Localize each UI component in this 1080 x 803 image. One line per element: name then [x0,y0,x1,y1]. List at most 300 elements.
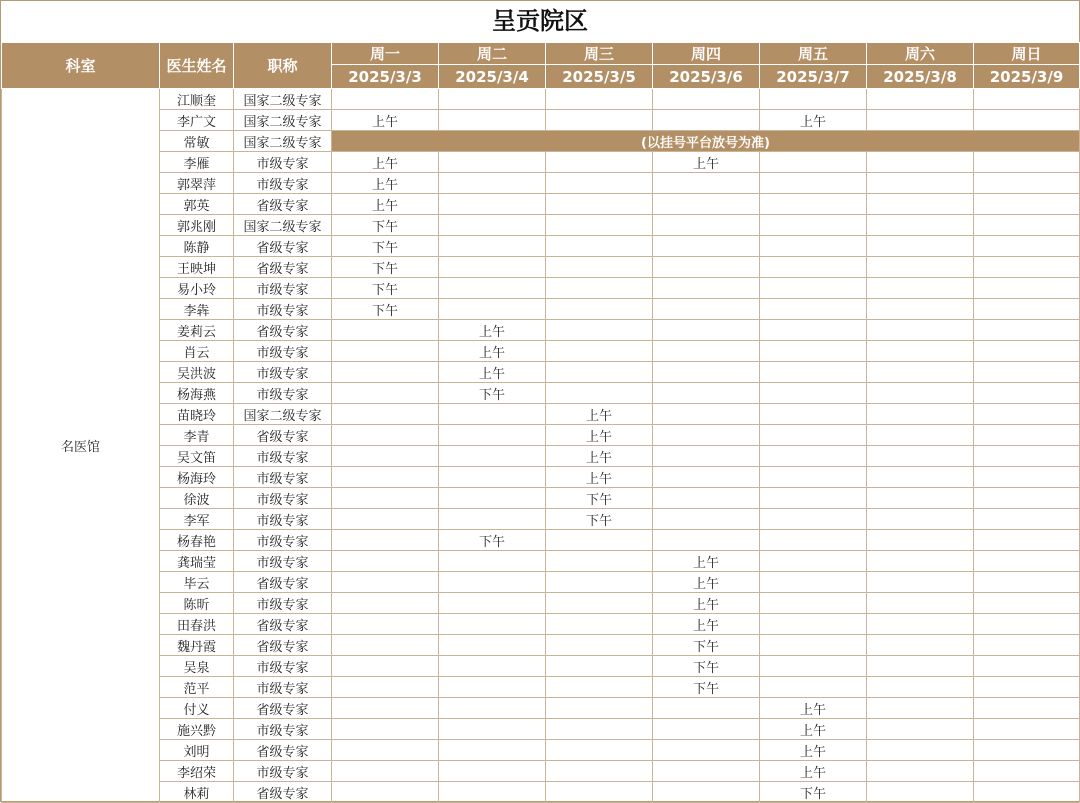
schedule-cell-tue: 上午 [439,341,546,362]
schedule-cell-thu [653,341,760,362]
doctor-name-cell: 魏丹霞 [160,635,234,656]
doctor-rank-cell: 国家二级专家 [234,131,332,152]
schedule-cell-sun [974,299,1080,320]
doctor-name-cell: 李青 [160,425,234,446]
schedule-cell-sun [974,551,1080,572]
schedule-cell-mon [332,572,439,593]
schedule-cell-sun [974,635,1080,656]
schedule-cell-fri: 下午 [760,782,867,803]
schedule-cell-thu [653,509,760,530]
doctor-name-cell: 付义 [160,698,234,719]
doctor-name-cell: 陈静 [160,236,234,257]
schedule-cell-tue [439,299,546,320]
header-day-wed: 周三 [546,43,653,65]
schedule-cell-thu [653,782,760,803]
schedule-cell-sat [867,551,974,572]
schedule-cell-thu [653,698,760,719]
schedule-cell-fri [760,173,867,194]
schedule-cell-mon [332,719,439,740]
schedule-cell-mon [332,761,439,782]
schedule-cell-wed [546,572,653,593]
schedule-cell-sat [867,89,974,110]
header-date-fri: 2025/3/7 [760,65,867,89]
schedule-cell-mon [332,341,439,362]
schedule-cell-mon [332,677,439,698]
schedule-cell-sun [974,614,1080,635]
schedule-cell-mon [332,593,439,614]
schedule-cell-thu [653,719,760,740]
schedule-cell-sun [974,740,1080,761]
schedule-cell-thu: 下午 [653,656,760,677]
schedule-cell-fri [760,257,867,278]
header-day-thu: 周四 [653,43,760,65]
schedule-cell-sat [867,194,974,215]
schedule-cell-mon: 上午 [332,152,439,173]
schedule-cell-sat [867,719,974,740]
schedule-cell-wed [546,257,653,278]
schedule-cell-fri [760,656,867,677]
schedule-cell-tue [439,614,546,635]
schedule-cell-tue [439,152,546,173]
doctor-rank-cell: 市级专家 [234,446,332,467]
table-row [2,677,1080,698]
schedule-cell-sat [867,278,974,299]
table-row [2,593,1080,614]
schedule-cell-sat [867,257,974,278]
schedule-cell-sun [974,761,1080,782]
schedule-cell-thu [653,173,760,194]
doctor-rank-cell: 市级专家 [234,341,332,362]
doctor-name-cell: 杨春艳 [160,530,234,551]
doctor-name-cell: 刘明 [160,740,234,761]
doctor-name-cell: 李犇 [160,299,234,320]
doctor-name-cell: 常敏 [160,131,234,152]
schedule-cell-thu [653,320,760,341]
doctor-name-cell: 肖云 [160,341,234,362]
schedule-cell-mon [332,782,439,803]
schedule-cell-tue [439,257,546,278]
schedule-cell-wed [546,593,653,614]
doctor-rank-cell: 市级专家 [234,488,332,509]
schedule-cell-mon: 上午 [332,110,439,131]
schedule-cell-sun [974,446,1080,467]
schedule-cell-tue [439,110,546,131]
schedule-cell-thu: 下午 [653,635,760,656]
schedule-cell-tue: 下午 [439,383,546,404]
doctor-name-cell: 杨海燕 [160,383,234,404]
schedule-cell-fri [760,488,867,509]
schedule-cell-sun [974,656,1080,677]
schedule-cell-wed [546,215,653,236]
doctor-rank-cell: 省级专家 [234,236,332,257]
table-row [2,278,1080,299]
table-row [2,614,1080,635]
schedule-cell-fri [760,320,867,341]
schedule-cell-wed [546,656,653,677]
schedule-cell-sun [974,719,1080,740]
doctor-name-cell: 毕云 [160,572,234,593]
schedule-cell-fri [760,404,867,425]
schedule-cell-sat [867,572,974,593]
schedule-cell-thu: 上午 [653,572,760,593]
schedule-cell-tue: 上午 [439,362,546,383]
doctor-name-cell: 郭兆刚 [160,215,234,236]
schedule-cell-thu [653,761,760,782]
doctor-rank-cell: 国家二级专家 [234,89,332,110]
schedule-cell-sun [974,362,1080,383]
doctor-name-cell: 林莉 [160,782,234,803]
schedule-cell-sun [974,509,1080,530]
schedule-cell-fri [760,383,867,404]
table-row [2,740,1080,761]
schedule-cell-sun [974,467,1080,488]
doctor-rank-cell: 省级专家 [234,320,332,341]
schedule-cell-sun [974,215,1080,236]
table-row [2,530,1080,551]
doctor-rank-cell: 国家二级专家 [234,110,332,131]
table-row [2,341,1080,362]
schedule-cell-tue [439,656,546,677]
schedule-cell-fri [760,299,867,320]
schedule-cell-wed [546,383,653,404]
schedule-cell-wed [546,782,653,803]
schedule-cell-tue [439,236,546,257]
schedule-cell-sun [974,278,1080,299]
schedule-cell-mon [332,698,439,719]
schedule-cell-sat [867,215,974,236]
doctor-rank-cell: 市级专家 [234,173,332,194]
schedule-cell-sun [974,782,1080,803]
schedule-cell-tue [439,635,546,656]
schedule-cell-sat [867,656,974,677]
schedule-cell-fri: 上午 [760,740,867,761]
schedule-cell-mon [332,635,439,656]
schedule-cell-sat [867,152,974,173]
schedule-cell-fri [760,467,867,488]
schedule-cell-thu: 上午 [653,152,760,173]
table-row [2,509,1080,530]
schedule-cell-wed [546,614,653,635]
schedule-cell-fri [760,215,867,236]
table-row [2,719,1080,740]
schedule-cell-thu [653,215,760,236]
table-row [2,782,1080,803]
page-title: 呈贡院区 [492,7,588,35]
schedule-cell-thu [653,236,760,257]
schedule-cell-mon [332,89,439,110]
schedule-cell-mon [332,425,439,446]
schedule-cell-sun [974,110,1080,131]
schedule-cell-tue [439,551,546,572]
schedule-cell-sun [974,320,1080,341]
table-row [2,299,1080,320]
schedule-cell-fri: 上午 [760,698,867,719]
schedule-cell-fri: 上午 [760,110,867,131]
table-row [2,215,1080,236]
schedule-cell-fri [760,446,867,467]
table-row [2,404,1080,425]
header-dept: 科室 [2,43,160,89]
schedule-cell-sun [974,488,1080,509]
schedule-cell-wed: 下午 [546,509,653,530]
schedule-cell-sun [974,194,1080,215]
table-body [2,89,1080,803]
schedule-cell-wed [546,551,653,572]
schedule-cell-mon [332,509,439,530]
schedule-cell-sat [867,320,974,341]
schedule-cell-mon [332,614,439,635]
schedule-cell-sun [974,173,1080,194]
doctor-rank-cell: 市级专家 [234,593,332,614]
doctor-rank-cell: 市级专家 [234,656,332,677]
header-rank: 职称 [234,43,332,89]
doctor-rank-cell: 国家二级专家 [234,404,332,425]
doctor-name-cell: 吴泉 [160,656,234,677]
doctor-rank-cell: 国家二级专家 [234,215,332,236]
schedule-cell-tue: 下午 [439,530,546,551]
doctor-name-cell: 徐波 [160,488,234,509]
schedule-cell-fri [760,278,867,299]
doctor-name-cell: 施兴黔 [160,719,234,740]
table-row [2,362,1080,383]
schedule-cell-tue [439,173,546,194]
schedule-cell-thu [653,257,760,278]
doctor-name-cell: 范平 [160,677,234,698]
schedule-cell-wed [546,530,653,551]
schedule-cell-fri [760,677,867,698]
schedule-cell-sat [867,614,974,635]
schedule-cell-sun [974,425,1080,446]
schedule-cell-mon [332,320,439,341]
schedule-cell-sat [867,341,974,362]
schedule-cell-tue [439,404,546,425]
schedule-cell-thu [653,530,760,551]
schedule-cell-fri [760,530,867,551]
doctor-rank-cell: 省级专家 [234,572,332,593]
schedule-cell-wed [546,278,653,299]
schedule-cell-tue [439,425,546,446]
schedule-cell-fri [760,236,867,257]
schedule-cell-mon [332,404,439,425]
schedule-cell-thu [653,362,760,383]
schedule-cell-tue [439,761,546,782]
schedule-cell-wed [546,740,653,761]
schedule-cell-mon [332,383,439,404]
doctor-name-cell: 易小玲 [160,278,234,299]
schedule-notice-cell: (以挂号平台放号为准) [332,131,1080,152]
schedule-cell-sat [867,677,974,698]
schedule-cell-wed [546,635,653,656]
table-header [2,43,1080,89]
schedule-cell-wed [546,719,653,740]
schedule-cell-sun [974,236,1080,257]
schedule-cell-tue [439,488,546,509]
doctor-rank-cell: 市级专家 [234,677,332,698]
header-doctor: 医生姓名 [160,43,234,89]
table-row [2,131,1080,152]
header-day-fri: 周五 [760,43,867,65]
table-row [2,320,1080,341]
schedule-cell-mon [332,488,439,509]
schedule-cell-fri [760,425,867,446]
doctor-rank-cell: 市级专家 [234,362,332,383]
schedule-cell-wed [546,194,653,215]
schedule-cell-fri [760,614,867,635]
schedule-cell-fri [760,593,867,614]
schedule-cell-fri: 上午 [760,719,867,740]
schedule-cell-thu: 上午 [653,551,760,572]
doctor-rank-cell: 市级专家 [234,551,332,572]
schedule-cell-thu: 上午 [653,614,760,635]
schedule-cell-sat [867,635,974,656]
schedule-cell-tue [439,677,546,698]
schedule-cell-sat [867,530,974,551]
schedule-cell-wed: 下午 [546,488,653,509]
schedule-cell-mon: 下午 [332,278,439,299]
table-row [2,572,1080,593]
schedule-cell-wed [546,362,653,383]
schedule-cell-thu [653,404,760,425]
table-row [2,89,1080,110]
schedule-cell-wed: 上午 [546,404,653,425]
schedule-cell-fri [760,194,867,215]
schedule-cell-sat [867,782,974,803]
schedule-cell-wed: 上午 [546,446,653,467]
schedule-cell-wed [546,677,653,698]
schedule-cell-thu [653,467,760,488]
schedule-cell-fri [760,341,867,362]
doctor-rank-cell: 市级专家 [234,467,332,488]
doctor-name-cell: 吴洪波 [160,362,234,383]
doctor-name-cell: 郭英 [160,194,234,215]
doctor-rank-cell: 市级专家 [234,278,332,299]
schedule-cell-wed: 上午 [546,467,653,488]
schedule-cell-tue [439,572,546,593]
table-row [2,425,1080,446]
header-date-sat: 2025/3/8 [867,65,974,89]
schedule-cell-wed [546,152,653,173]
schedule-cell-tue [439,278,546,299]
schedule-cell-tue [439,467,546,488]
header-date-sun: 2025/3/9 [974,65,1080,89]
schedule-cell-mon [332,656,439,677]
schedule-cell-wed [546,761,653,782]
schedule-cell-sun [974,257,1080,278]
schedule-cell-mon [332,740,439,761]
schedule-cell-mon: 下午 [332,215,439,236]
header-day-sat: 周六 [867,43,974,65]
schedule-cell-wed [546,341,653,362]
schedule-cell-mon: 下午 [332,257,439,278]
schedule-cell-mon [332,362,439,383]
schedule-cell-wed [546,698,653,719]
doctor-name-cell: 吴文笛 [160,446,234,467]
schedule-cell-tue: 上午 [439,320,546,341]
schedule-cell-sat [867,509,974,530]
schedule-cell-thu [653,446,760,467]
schedule-cell-fri [760,89,867,110]
doctor-rank-cell: 市级专家 [234,509,332,530]
schedule-cell-thu [653,383,760,404]
doctor-name-cell: 李广文 [160,110,234,131]
doctor-name-cell: 陈昕 [160,593,234,614]
schedule-cell-sun [974,341,1080,362]
table-row [2,761,1080,782]
table-row [2,446,1080,467]
doctor-rank-cell: 市级专家 [234,530,332,551]
schedule-cell-sat [867,593,974,614]
schedule-cell-sun [974,698,1080,719]
doctor-name-cell: 龚瑞莹 [160,551,234,572]
schedule-cell-thu [653,740,760,761]
department-cell: 名医馆 [2,89,160,803]
doctor-rank-cell: 省级专家 [234,635,332,656]
schedule-cell-thu [653,194,760,215]
doctor-rank-cell: 省级专家 [234,740,332,761]
doctor-name-cell: 李雁 [160,152,234,173]
schedule-cell-sat [867,698,974,719]
doctor-rank-cell: 省级专家 [234,698,332,719]
header-day-tue: 周二 [439,43,546,65]
table-row [2,110,1080,131]
doctor-rank-cell: 省级专家 [234,425,332,446]
schedule-cell-mon [332,446,439,467]
schedule-cell-tue [439,698,546,719]
doctor-name-cell: 王映坤 [160,257,234,278]
schedule-cell-thu: 下午 [653,677,760,698]
table-row [2,698,1080,719]
schedule-cell-wed [546,89,653,110]
schedule-cell-sat [867,467,974,488]
schedule-cell-thu [653,110,760,131]
doctor-rank-cell: 市级专家 [234,383,332,404]
table-row [2,467,1080,488]
schedule-cell-thu: 上午 [653,593,760,614]
schedule-cell-mon: 下午 [332,236,439,257]
schedule-cell-tue [439,194,546,215]
schedule-cell-sun [974,530,1080,551]
schedule-cell-tue [439,782,546,803]
schedule-cell-sun [974,152,1080,173]
doctor-rank-cell: 市级专家 [234,152,332,173]
doctor-name-cell: 李军 [160,509,234,530]
schedule-cell-sun [974,572,1080,593]
schedule-cell-sun [974,593,1080,614]
doctor-rank-cell: 市级专家 [234,761,332,782]
table-row [2,488,1080,509]
schedule-cell-thu [653,278,760,299]
schedule-cell-thu [653,299,760,320]
doctor-name-cell: 江顺奎 [160,89,234,110]
schedule-cell-mon [332,530,439,551]
doctor-rank-cell: 省级专家 [234,782,332,803]
doctor-name-cell: 郭翠萍 [160,173,234,194]
table-row [2,257,1080,278]
schedule-cell-tue [439,89,546,110]
doctor-rank-cell: 市级专家 [234,719,332,740]
schedule-cell-tue [439,740,546,761]
header-day-sun: 周日 [974,43,1080,65]
schedule-cell-tue [439,509,546,530]
schedule-cell-sat [867,761,974,782]
table-row [2,236,1080,257]
schedule-cell-fri [760,572,867,593]
schedule-cell-fri [760,509,867,530]
header-date-wed: 2025/3/5 [546,65,653,89]
schedule-cell-sat [867,446,974,467]
schedule-cell-fri [760,635,867,656]
schedule-cell-tue [439,593,546,614]
